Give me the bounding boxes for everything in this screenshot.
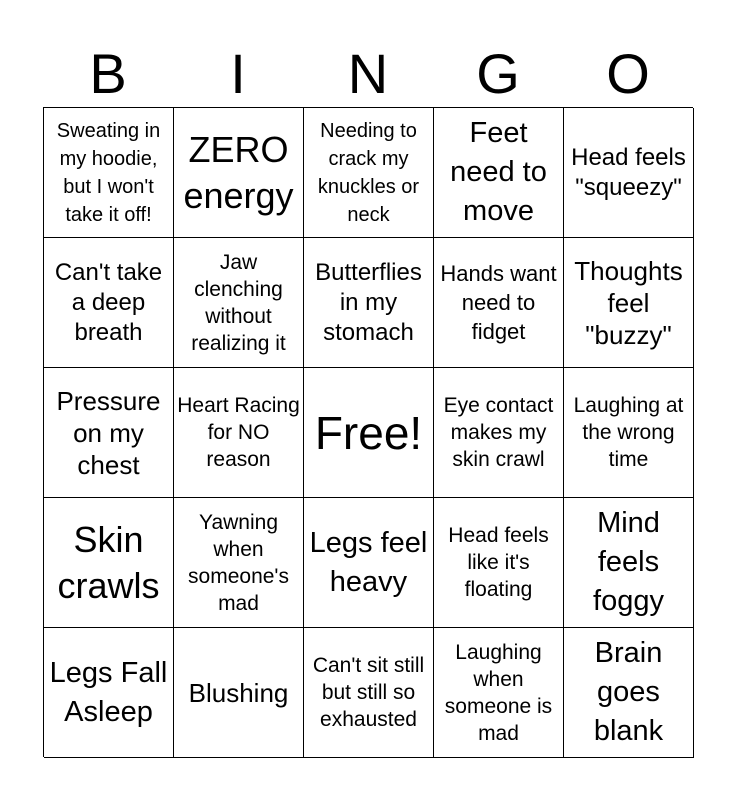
cell-text: Mind feels foggy: [593, 507, 664, 617]
cell-text: Needing to crack my knuckles or neck: [317, 119, 420, 226]
bingo-cell[interactable]: [174, 498, 304, 628]
cell-text: Blushing: [188, 677, 289, 708]
bingo-cell[interactable]: [434, 238, 564, 368]
bingo-grid: [43, 107, 693, 757]
cell-text: Can't take a deep breath: [54, 258, 163, 346]
header-letter-i: I: [230, 42, 246, 105]
bingo-header: [43, 40, 693, 108]
bingo-cell[interactable]: [564, 628, 694, 758]
bingo-cell[interactable]: [434, 498, 564, 628]
cell-text: Sweating in my hoodie, but I won't take it off!: [56, 119, 161, 226]
header-letter-n: N: [347, 42, 389, 105]
cell-text: Skin crawls: [57, 518, 160, 606]
cell-text: ZERO energy: [183, 128, 294, 216]
bingo-cell[interactable]: [174, 628, 304, 758]
bingo-cell[interactable]: [44, 108, 174, 238]
bingo-cell[interactable]: [564, 108, 694, 238]
bingo-cell[interactable]: [434, 368, 564, 498]
header-letter-b: B: [89, 42, 127, 105]
cell-text: Heart Racing for NO reason: [177, 394, 300, 471]
cell-text: Brain goes blank: [593, 637, 664, 747]
cell-text: Can't sit still but still so exhausted: [312, 654, 425, 731]
cell-text: Legs feel heavy: [309, 526, 428, 598]
cell-text: Thoughts feel "buzzy": [574, 255, 683, 350]
cell-text: Head feels like it's floating: [448, 524, 549, 601]
bingo-cell-free[interactable]: [304, 368, 434, 498]
bingo-cell[interactable]: [564, 368, 694, 498]
bingo-cell[interactable]: [44, 498, 174, 628]
header-letter-g: G: [476, 42, 520, 105]
cell-text: Jaw clenching without realizing it: [191, 250, 286, 355]
cell-text: Butterflies in my stomach: [315, 258, 422, 346]
bingo-cell[interactable]: [44, 368, 174, 498]
bingo-cell[interactable]: [434, 108, 564, 238]
bingo-cell[interactable]: [304, 108, 434, 238]
cell-text: Eye contact makes my skin crawl: [443, 394, 554, 471]
cell-text: Pressure on my chest: [56, 385, 161, 480]
cell-text: Hands want need to fidget: [440, 261, 557, 344]
cell-text: Laughing at the wrong time: [573, 394, 684, 471]
bingo-cell[interactable]: [44, 628, 174, 758]
bingo-cell[interactable]: [174, 238, 304, 368]
bingo-cell[interactable]: [304, 498, 434, 628]
cell-text: Legs Fall Asleep: [49, 656, 168, 728]
bingo-cell[interactable]: [564, 238, 694, 368]
header-letter-o: O: [606, 42, 650, 105]
free-space-text: Free!: [314, 406, 423, 459]
bingo-cell[interactable]: [564, 498, 694, 628]
bingo-cell[interactable]: [44, 238, 174, 368]
cell-text: Feet need to move: [450, 117, 547, 227]
cell-text: Laughing when someone is mad: [444, 640, 553, 745]
bingo-cell[interactable]: [304, 628, 434, 758]
cell-text: Yawning when someone's mad: [188, 510, 289, 615]
bingo-cell[interactable]: [434, 628, 564, 758]
bingo-cell[interactable]: [174, 108, 304, 238]
bingo-cell[interactable]: [304, 238, 434, 368]
bingo-cell[interactable]: [174, 368, 304, 498]
cell-text: Head feels "squeezy": [571, 143, 686, 201]
